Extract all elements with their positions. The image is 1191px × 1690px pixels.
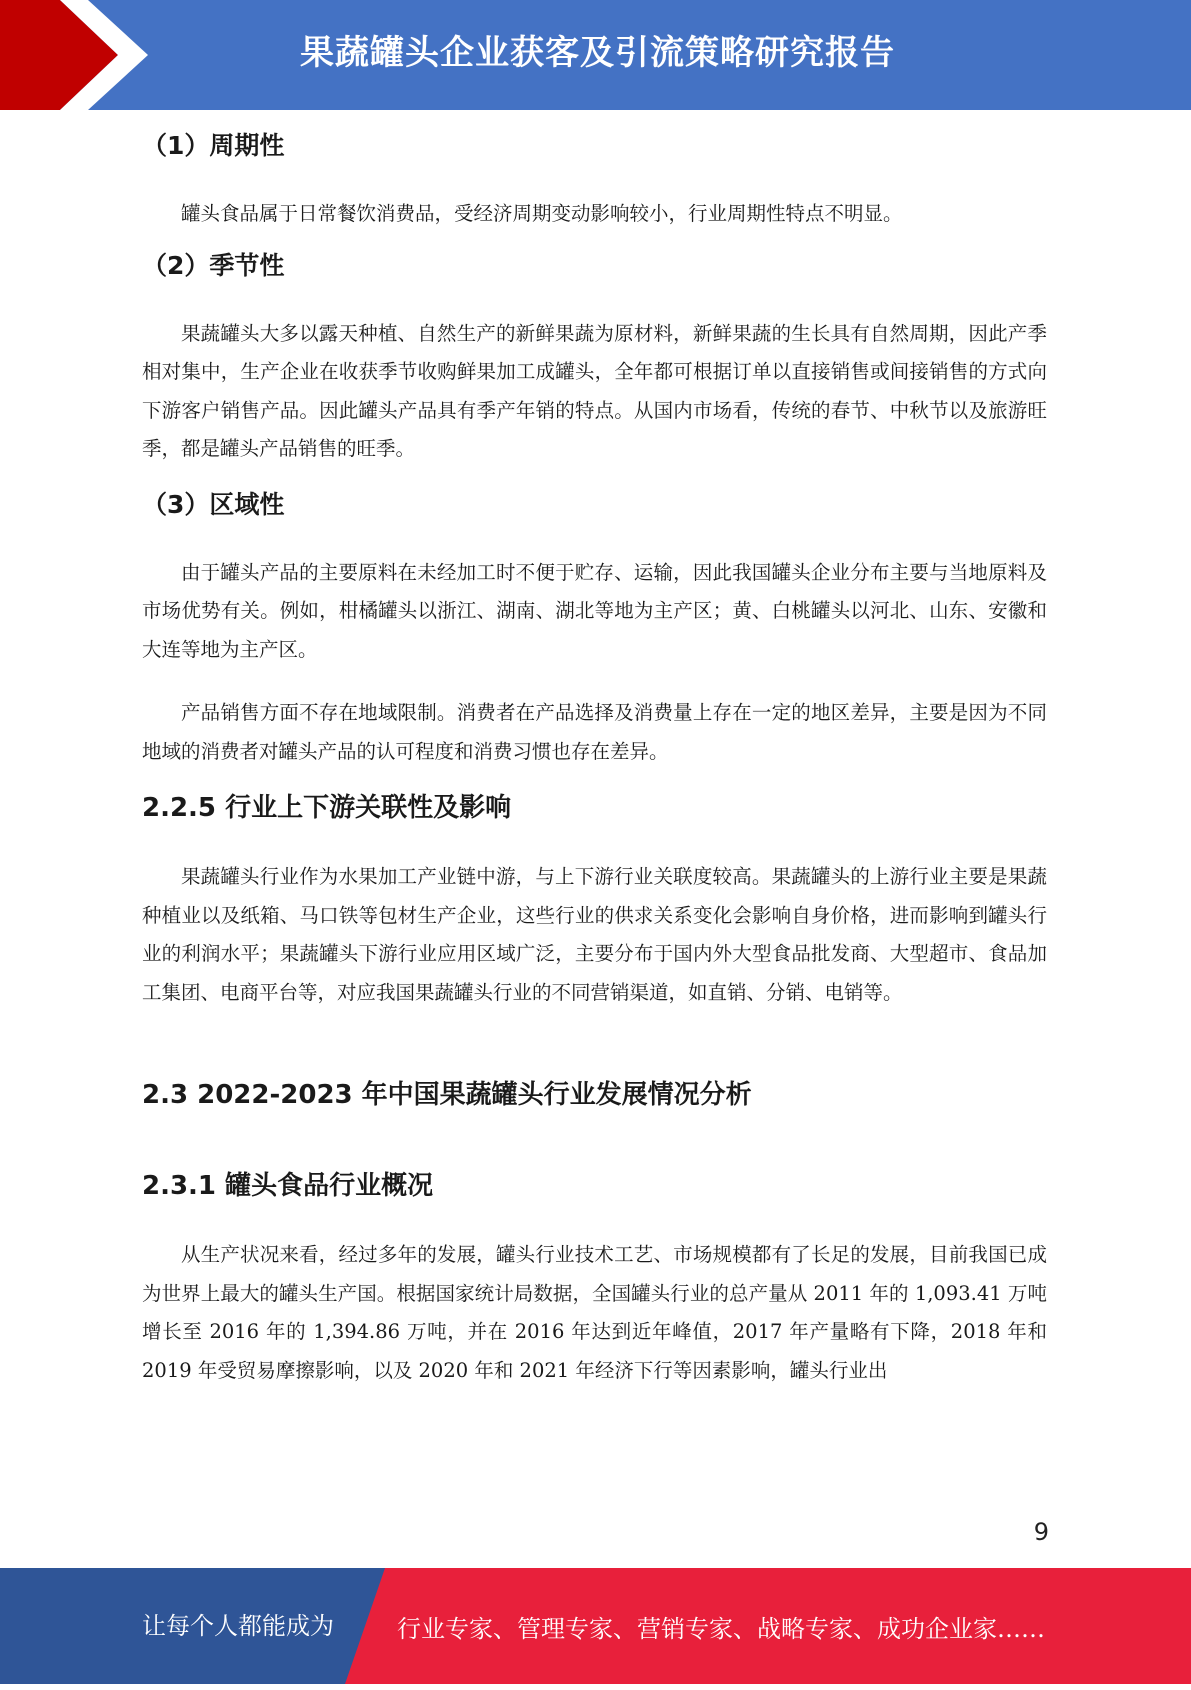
heading-2-3-1: 2.3.1 罐头食品行业概况 [142, 1171, 434, 1201]
heading-seasonal: （2）季节性 [142, 250, 285, 280]
paragraph-2-3-1: 从生产状况来看，经过多年的发展，罐头行业技术工艺、市场规模都有了长足的发展，目前我国已成为世界上最大的罐头生产国。根据国家统计局数据，全国罐头行业的总产量从 2011 年的 1,093.41 万吨增长至 2016 年的 1,394.86 万吨，并在 2016 年达到近年峰值，2017 年产量略有下降，2018 年和 2019 年受贸易摩擦影响，以及 2020 年和 2021 年经济下行等因素影响，罐头行业出 [142, 1243, 1047, 1382]
page-content [142, 118, 1047, 1390]
heading-cyclical: （1）周期性 [142, 131, 285, 160]
paragraph-cyclical: 罐头食品属于日常餐饮消费品，受经济周期变动影响较小，行业周期性特点不明显。 [181, 202, 903, 225]
page-header [0, 0, 1191, 110]
heading-regional: （3）区域性 [142, 489, 285, 519]
heading-2-3: 2.3 2022-2023 年中国果蔬罐头行业发展情况分析 [142, 1080, 752, 1110]
footer-slogan-right: 行业专家、管理专家、营销专家、战略专家、成功企业家…… [397, 1615, 1045, 1643]
paragraph-regional-1: 由于罐头产品的主要原料在未经加工时不便于贮存、运输，因此我国罐头企业分布主要与当地原料及市场优势有关。例如，柑橘罐头以浙江、湖南、湖北等地为主产区；黄、白桃罐头以河北、山东、安徽和大连等地为主产区。 [142, 560, 1047, 661]
paragraph-2-2-5: 果蔬罐头行业作为水果加工产业链中游，与上下游行业关联度较高。果蔬罐头的上游行业主要是果蔬种植业以及纸箱、马口铁等包材生产企业，这些行业的供求关系变化会影响自身价格，进而影响到罐头行业的利润水平；果蔬罐头下游行业应用区域广泛，主要分布于国内外大型食品批发商、大型超市、食品加工集团、电商平台等，对应我国果蔬罐头行业的不同营销渠道，如直销、分销、电销等。 [142, 865, 1047, 1004]
page-footer [0, 1568, 1191, 1684]
paragraph-regional-2: 产品销售方面不存在地域限制。消费者在产品选择及消费量上存在一定的地区差异，主要是因为不同地域的消费者对罐头产品的认可程度和消费习惯也存在差异。 [142, 701, 1047, 763]
page-number: 9 [1033, 1518, 1049, 1546]
report-title: 果蔬罐头企业获客及引流策略研究报告 [300, 33, 895, 73]
footer-slogan-left: 让每个人都能成为 [142, 1612, 334, 1640]
heading-2-2-5: 2.2.5 行业上下游关联性及影响 [142, 793, 512, 823]
paragraph-seasonal: 果蔬罐头大多以露天种植、自然生产的新鲜果蔬为原材料，新鲜果蔬的生长具有自然周期，因此产季相对集中，生产企业在收获季节收购鲜果加工成罐头，全年都可根据订单以直接销售或间接销售的方式向下游客户销售产品。因此罐头产品具有季产年销的特点。从国内市场看，传统的春节、中秋节以及旅游旺季，都是罐头产品销售的旺季。 [142, 321, 1047, 460]
